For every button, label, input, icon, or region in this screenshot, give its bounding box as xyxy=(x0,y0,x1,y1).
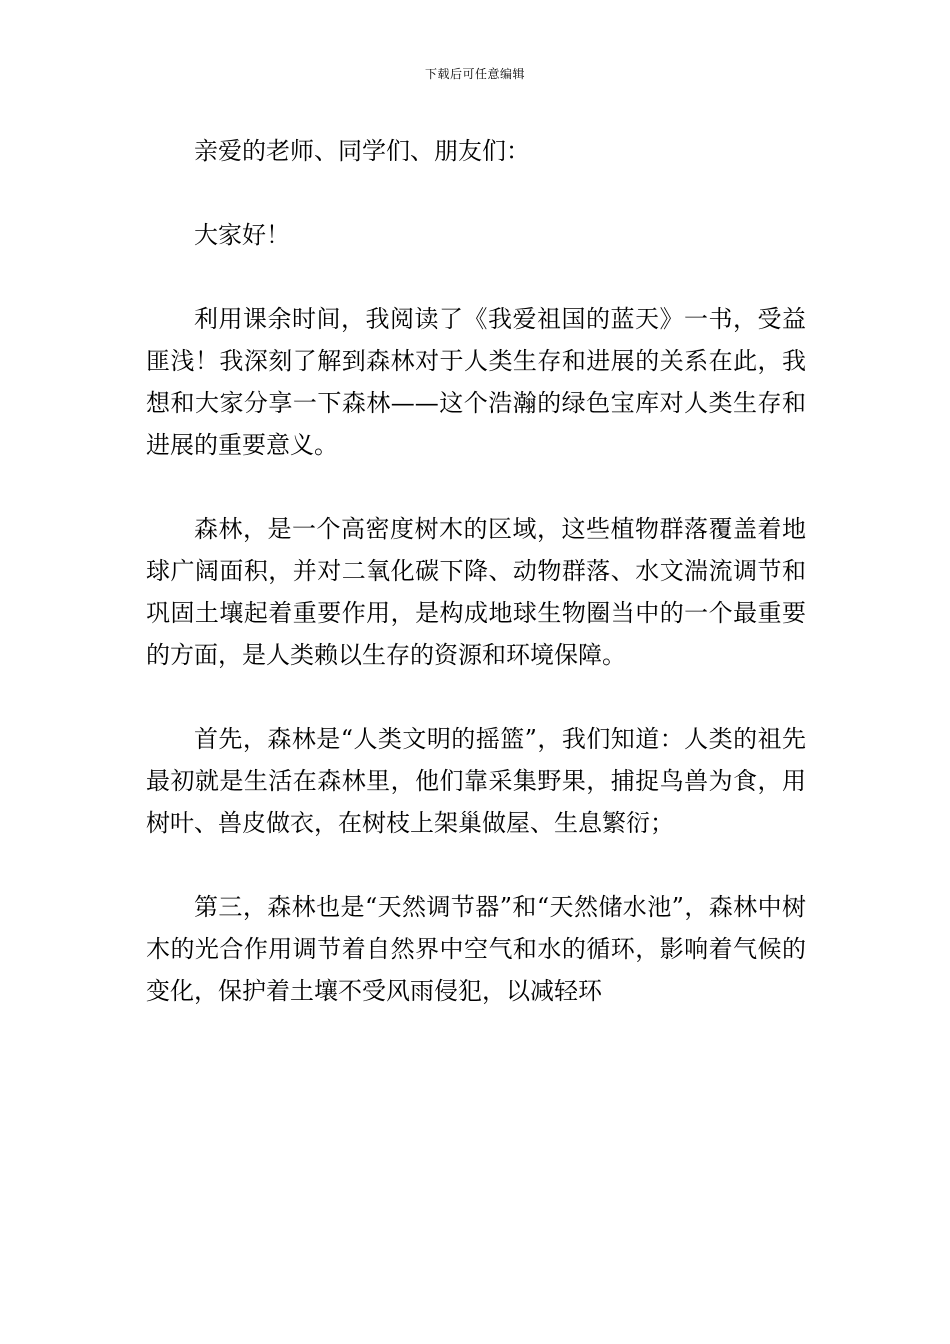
paragraph-intro: 利用课余时间，我阅读了《我爱祖国的蓝天》一书，受益匪浅！我深刻了解到森林对于人类生存和进展的关系在此，我想和大家分享一下森林——这个浩瀚的绿色宝库对人类生存和进展的重要意义。 xyxy=(146,305,806,459)
paragraph-forest-definition: 森林，是一个高密度树木的区域，这些植物群落覆盖着地球广阔面积，并对二氧化碳下降、动物群落、水文湍流调节和巩固土壤起着重要作用，是构成地球生物圈当中的一个最重要的方面，是人类赖以生存的资源和环境保障。 xyxy=(146,515,806,669)
paragraph-first-point: 首先，森林是“人类文明的摇篮”，我们知道：人类的祖先最初就是生活在森林里，他们靠采集野果，捕捉鸟兽为食，用树叶、兽皮做衣，在树枝上架巢做屋、生息繁衍； xyxy=(146,725,806,837)
greeting: 大家好！ xyxy=(194,221,290,249)
salutation: 亲爱的老师、同学们、朋友们： xyxy=(194,137,530,165)
paragraph-third-point: 第三，森林也是“天然调节器”和“天然储水池”，森林中树木的光合作用调节着自然界中空气和水的循环，影响着气候的变化，保护着土壤不受风雨侵犯，以减轻环 xyxy=(146,893,806,1005)
document-body xyxy=(146,130,806,1012)
header-note: 下载后可任意编辑 xyxy=(424,67,525,81)
